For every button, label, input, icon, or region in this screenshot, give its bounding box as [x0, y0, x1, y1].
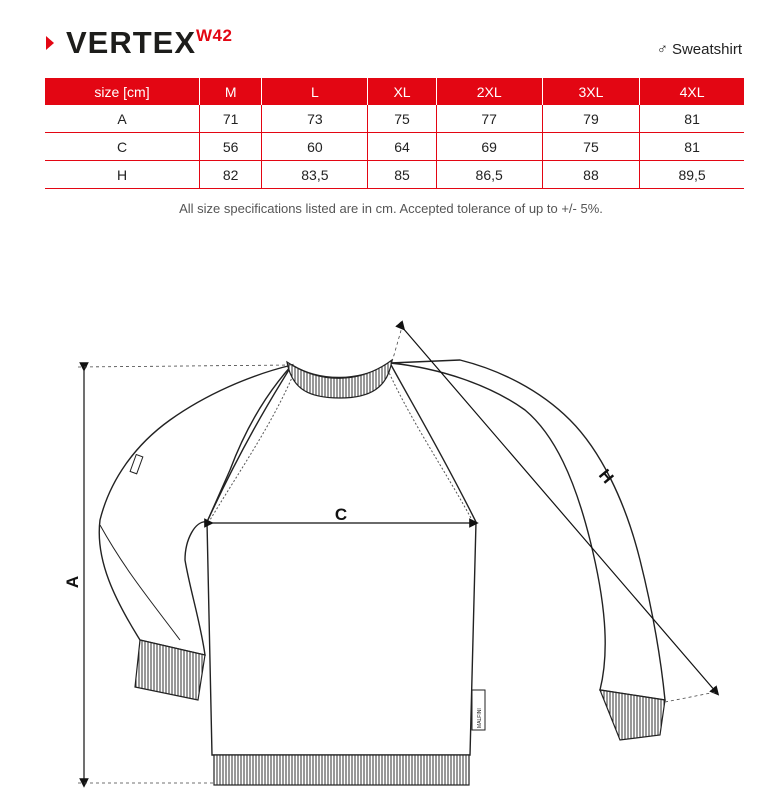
product-code: W42: [196, 26, 233, 45]
row-label: C: [45, 133, 200, 161]
product-type-label: Sweatshirt: [671, 41, 742, 58]
male-symbol-icon: ♂: [656, 41, 668, 58]
size-header: M: [200, 78, 262, 105]
label-h: H: [594, 465, 618, 488]
table-cell: 75: [542, 133, 639, 161]
table-cell: 83,5: [262, 161, 368, 189]
table-row: [45, 105, 744, 133]
table-cell: 86,5: [436, 161, 542, 189]
size-header: 2XL: [436, 78, 542, 105]
size-label-header: size [cm]: [45, 78, 200, 105]
size-table-header-row: [45, 78, 744, 105]
header: [0, 0, 782, 70]
brand-arrow-icon: [46, 36, 54, 50]
side-tag-text: MALFINI: [477, 708, 483, 728]
table-cell: 81: [640, 105, 744, 133]
size-header: 4XL: [640, 78, 744, 105]
row-label: H: [45, 161, 200, 189]
table-row: [45, 133, 744, 161]
table-cell: 73: [262, 105, 368, 133]
table-cell: 77: [436, 105, 542, 133]
label-c: C: [334, 505, 348, 524]
product-type: [657, 41, 742, 58]
table-cell: 75: [368, 105, 436, 133]
table-cell: 56: [200, 133, 262, 161]
size-table: [45, 78, 744, 189]
brand-name: VERTEX: [66, 25, 197, 60]
table-cell: 69: [436, 133, 542, 161]
table-cell: 82: [200, 161, 262, 189]
row-label: A: [45, 105, 200, 133]
size-header: XL: [368, 78, 436, 105]
table-cell: 71: [200, 105, 262, 133]
hem-rib: [214, 755, 469, 785]
table-cell: 64: [368, 133, 436, 161]
table-cell: 79: [542, 105, 639, 133]
table-cell: 60: [262, 133, 368, 161]
label-a: A: [63, 575, 82, 589]
table-cell: 88: [542, 161, 639, 189]
table-cell: 81: [640, 133, 744, 161]
size-header: L: [262, 78, 368, 105]
table-cell: 89,5: [640, 161, 744, 189]
tolerance-note: All size specifications listed are in cm. Accepted tolerance of up to +/- 5%.: [179, 201, 603, 216]
size-header: 3XL: [542, 78, 639, 105]
table-row: [45, 161, 744, 189]
table-cell: 85: [368, 161, 436, 189]
sweatshirt-diagram: [0, 300, 782, 799]
